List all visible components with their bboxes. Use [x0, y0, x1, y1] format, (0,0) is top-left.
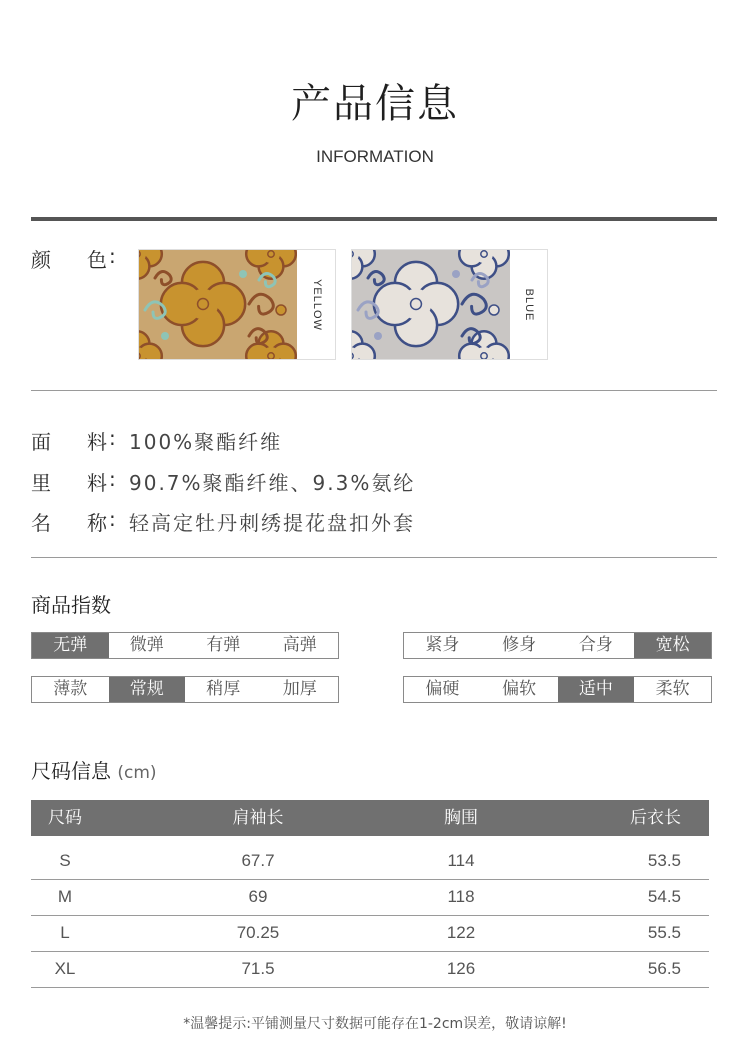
header-divider: [31, 217, 717, 221]
thickness-option: 薄款: [53, 679, 88, 699]
table-cell: 122: [446, 923, 476, 942]
table-row: [31, 843, 709, 879]
softness-option: 偏软: [502, 679, 537, 699]
column-header: 尺码: [48, 808, 82, 828]
elasticity-option: 微弹: [129, 635, 164, 655]
table-cell: S: [59, 851, 71, 870]
elasticity-scale: [31, 632, 339, 659]
table-cell: 55.5: [647, 923, 681, 942]
column-header: 肩袖长: [232, 808, 284, 828]
spec-value: 90.7%聚酯纤维、9.3%氨纶: [129, 471, 416, 495]
table-cell: 56.5: [647, 959, 681, 978]
table-cell: M: [57, 887, 73, 906]
table-cell: 53.5: [647, 851, 681, 870]
thickness-option: 常规: [109, 677, 186, 702]
table-row: [31, 879, 709, 915]
table-row: [31, 915, 709, 951]
fit-option: 合身: [578, 635, 613, 655]
spec-value: 100%聚酯纤维: [129, 430, 283, 454]
fit-scale: [403, 632, 712, 659]
column-header: 后衣长: [630, 808, 681, 828]
elasticity-option: 有弹: [206, 635, 241, 655]
swatch-blue-label: BLUE: [523, 288, 535, 321]
swatch-blue[interactable]: [351, 249, 548, 360]
table-cell: 54.5: [647, 887, 681, 906]
fit-option: 宽松: [634, 633, 711, 658]
column-header: 胸围: [444, 808, 478, 828]
swatch-yellow-label: YELLOW: [311, 278, 323, 331]
table-cell: 71.5: [241, 959, 275, 978]
swatch-yellow[interactable]: [138, 249, 336, 360]
thickness-scale: [31, 676, 339, 703]
softness-option: 适中: [558, 677, 635, 702]
table-cell: 114: [447, 851, 475, 870]
spec-value: 轻高定牡丹刺绣提花盘扣外套: [129, 511, 415, 535]
softness-scale: [403, 676, 712, 703]
size-table-header: [31, 800, 709, 836]
table-row: [31, 951, 709, 987]
table-cell: 126: [446, 959, 476, 978]
measurement-note: *温馨提示:平铺测量尺寸数据可能存在1-2cm误差，敬请谅解!: [183, 1016, 567, 1032]
fit-option: 修身: [502, 635, 537, 655]
thickness-option: 稍厚: [206, 679, 241, 699]
table-cell: 118: [447, 887, 475, 906]
table-cell: 69: [248, 887, 268, 906]
softness-option: 偏硬: [425, 679, 460, 699]
page-title: 产品信息: [291, 81, 459, 127]
yellow-fabric-image: [139, 250, 297, 359]
blue-fabric-image: [352, 250, 510, 359]
table-cell: L: [60, 923, 70, 942]
index-title: 商品指数: [31, 593, 111, 617]
size-title: 尺码信息 (cm): [31, 759, 157, 783]
divider: [31, 557, 717, 558]
elasticity-option: 高弹: [282, 635, 317, 655]
table-cell: 67.7: [241, 851, 275, 870]
divider: [31, 390, 717, 391]
page-subtitle: INFORMATION: [316, 147, 434, 166]
table-cell: XL: [54, 959, 76, 978]
thickness-option: 加厚: [282, 679, 317, 699]
row-divider: [31, 987, 709, 988]
elasticity-option: 无弹: [32, 633, 109, 658]
fit-option: 紧身: [425, 635, 460, 655]
softness-option: 柔软: [655, 679, 690, 699]
table-cell: 70.25: [236, 923, 280, 942]
